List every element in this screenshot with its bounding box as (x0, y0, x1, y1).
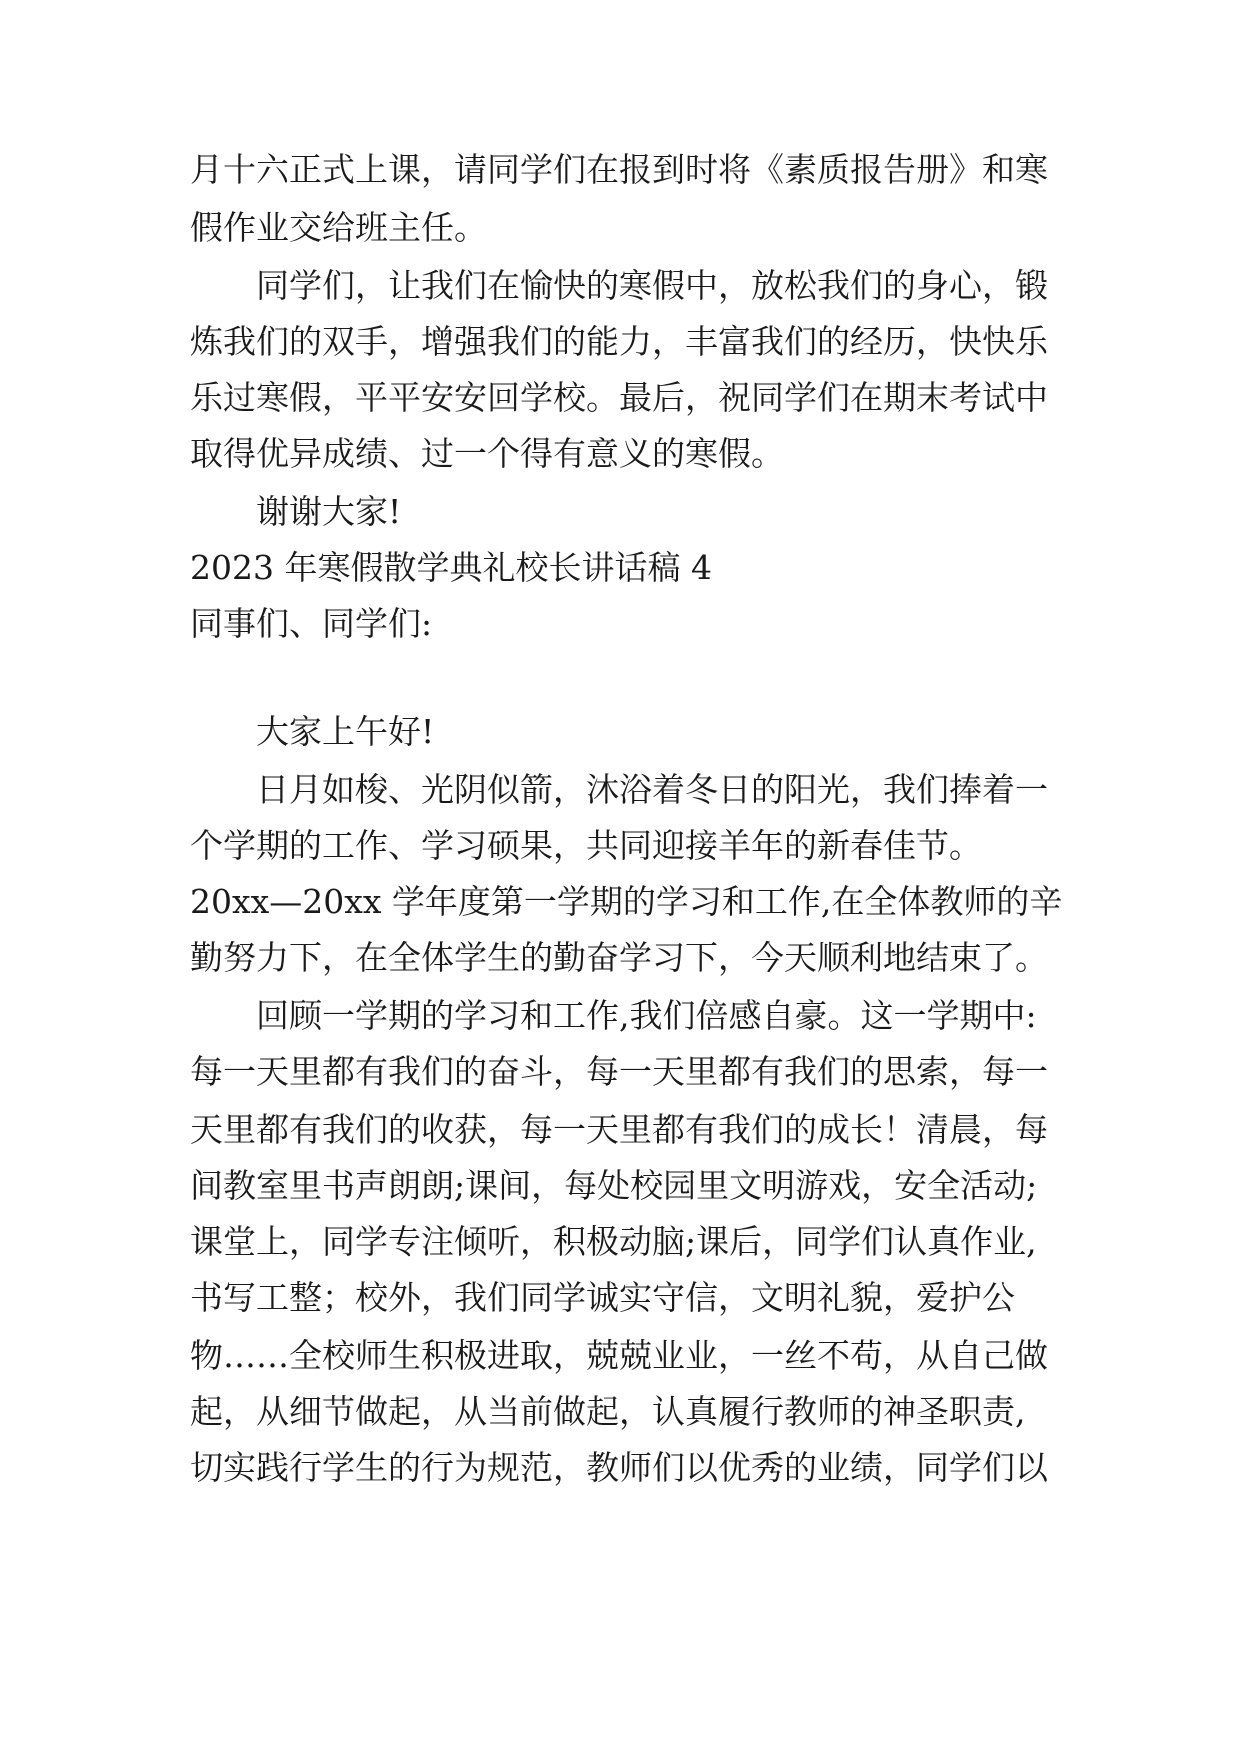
section-title: 2023 年寒假散学典礼校长讲话稿 4 (190, 548, 712, 587)
text-line: 取得优异成绩、过一个得有意义的寒假。 (190, 434, 784, 473)
text-line: 间教室里书声朗朗;课间，每处校园里文明游戏，安全活动; (190, 1166, 1038, 1205)
text-line: 每一天里都有我们的奋斗，每一天里都有我们的思索，每一 (190, 1052, 1048, 1091)
text-line: 炼我们的双手，增强我们的能力，丰富我们的经历，快快乐 (190, 322, 1048, 361)
text-line: 物……全校师生积极进取，兢兢业业，一丝不苟，从自己做 (190, 1336, 1048, 1375)
text-line: 天里都有我们的收获，每一天里都有我们的成长！清晨，每 (190, 1110, 1048, 1149)
paragraph-line: 回顾一学期的学习和工作,我们倍感自豪。这一学期中: (256, 996, 1037, 1035)
greeting: 大家上午好! (256, 712, 435, 751)
text-line: 月十六正式上课，请同学们在报到时将《素质报告册》和寒 (190, 150, 1048, 189)
salutation: 同事们、同学们: (190, 604, 433, 643)
paragraph-line: 日月如梭、光阴似箭，沐浴着冬日的阳光，我们捧着一 (256, 770, 1048, 809)
text-line: 假作业交给班主任。 (190, 208, 487, 247)
paragraph-line: 同学们，让我们在愉快的寒假中，放松我们的身心，锻 (256, 266, 1048, 305)
text-line: 书写工整；校外，我们同学诚实守信，文明礼貌，爱护公 (190, 1278, 1015, 1317)
text-line: 切实践行学生的行为规范，教师们以优秀的业绩，同学们以 (190, 1448, 1048, 1487)
text-line: 勤努力下，在全体学生的勤奋学习下，今天顺利地结束了。 (190, 938, 1048, 977)
text-line: 20xx—20xx 学年度第一学期的学习和工作,在全体教师的辛 (190, 882, 1063, 921)
closing-thanks: 谢谢大家! (256, 492, 402, 531)
text-line: 起，从细节做起，从当前做起，认真履行教师的神圣职责, (190, 1392, 1026, 1431)
text-line: 课堂上，同学专注倾听，积极动脑;课后，同学们认真作业, (190, 1222, 1037, 1261)
text-line: 个学期的工作、学习硕果，共同迎接羊年的新春佳节。 (190, 826, 982, 865)
text-line: 乐过寒假，平平安安回学校。最后，祝同学们在期末考试中 (190, 378, 1048, 417)
